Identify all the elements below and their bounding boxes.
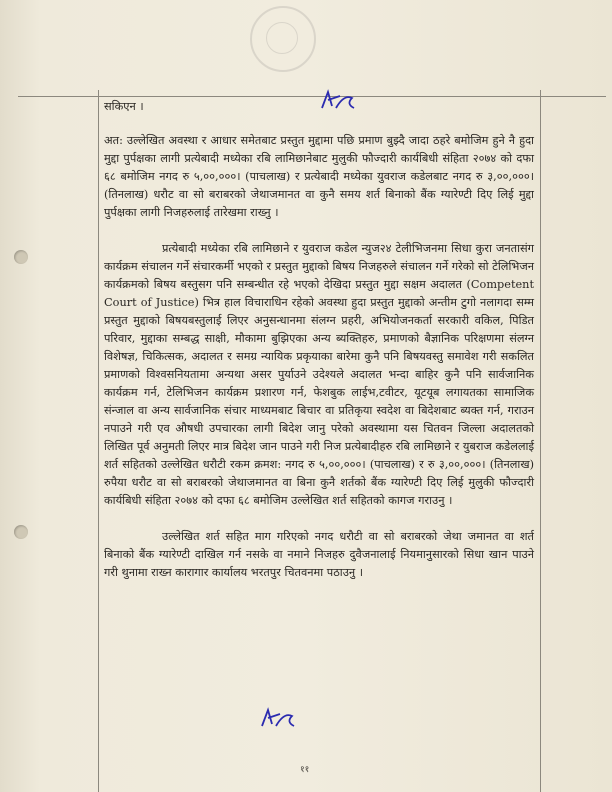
left-margin-rule [98,90,99,792]
handwritten-initial-icon [258,706,298,732]
lead-line: सकिएन । [104,100,144,113]
page-number: ११ [300,765,310,775]
document-body [104,96,534,582]
right-margin-rule [540,90,541,792]
paragraph-3: उल्लेखित शर्त सहित माग गरिएको नगद धरौटी वा सो बराबरको जेथा जमानत वा शर्त बिनाको बैंक ग्यारेण्टी दाखिल गर्न नसके वा नमाने निजहरु दुवैजनालाई नियमानुसारको सिधा खान पाउने गरी थुनामा राख्न कारागार कार्यालय भरतपुर चितवनमा पठाउनु । [104,530,534,579]
emblem-stamp-icon [250,6,316,72]
paragraph-1: अत: उल्लेखित अवस्था र आधार समेतबाट प्रस्तुत मुद्दामा पछि प्रमाण बुझ्दै जादा ठहरे बमोजिम हुने नै हुदा मुद्दा पुर्पक्षका लागी प्रत्येबादी मध्येका रबि लामिछानेबाट मुलुकी फौज्दारी कार्यबिधी संहिता २०७४ को दफा ६८ बमोजिम नगद रु ५,००,०००। (पाचलाख) र प्रत्येबादी मध्येका युवराज कडेलबाट नगद रु ३,००,०००। (तिनलाख) धरौट वा सो बराबरको जेथाजमानत वा कुनै समय शर्त बिनाको बैंक ग्यारेण्टी दिए लिई मुद्दा पुर्पक्षका लागी निजहरुलाई तारेखमा राख्नु । [104,134,534,219]
punch-hole-icon [14,250,28,264]
paragraph-2: प्रत्येबादी मध्येका रबि लामिछाने र युवराज कडेल न्युज२४ टेलीभिजनमा सिधा कुरा जनतासंग कार्यक्रम संचालन गर्ने संचारकर्मी भएको र प्रस्तुत मुद्दाको बिषय निजहरुले संचालन गर्ने गरेको सो टेलिभिजन कार्यक्रमको बिषय बस्तुसग पनि सम्बन्धीत रहे भएको देखिदा प्रस्तुत मुद्दा सक्षम अदालत (Competent Court of Justice) भित्र हाल विचाराधिन रहेको अवस्था हुदा प्रस्तुत मुद्दाको अन्तीम टुगो नलागदा सम्म प्रस्तुत मुद्दाको बिषयबस्तुलाई लिएर अनुसन्धानमा संलग्न प्रहरी, अभियोजनकर्ता सरकारी वकिल, पिडित परिवार, मुद्दाका सम्बद्ध साक्षी, मौकामा बुझिएका अन्य ब्यक्तिहरु, प्रमाणको बैज्ञानिक परिक्षणमा संलग्न विशेषज्ञ, चिकित्सक, अदालत र समग्र न्यायिक प्रकृयाका बारेमा कुनै पनि बिषयवस्तु समावेश गरी सकलित प्रमाणको विश्वसनियतामा अन्यथा असर पुर्याउने उदेश्यले अदालत भन्दा बाहिर कुनै पनि सार्वजानिक कार्यक्रम गर्न, टेलिभिजन कार्यक्रम प्रशारण गर्न, फेशबुक लाईभ,टवीटर, यूटयूब लगायतका सामाजिक संन्जाल वा अन्य सार्वजानिक संचार माध्यमबाट बिचार वा प्रतिकृया स्वदेश वा बिदेशबाट ब्यक्त गर्न, गराउन नपाउने गरी एव औषधी उपचारका लागी बिदेश जानु परेको अवस्थामा यस चितवन जिल्ला अदालतको लिखित पूर्व अनुमती लिएर मात्र बिदेश जान पाउने गरी निज प्रत्येबादीहरु रबि लामिछाने र युबराज कडेललाई शर्त सहितको उल्लेखित धरौटी रकम क्रमश: नगद रु ५,००,०००। (पाचलाख) र रु ३,००,०००। (तिनलाख) रुपैया धरौट वा सो बराबरको जेथाजमानत वा बिना कुनै शर्तको बैंक ग्यारेण्टी दिए लिई मुलुकी फौज्दारी कार्यबिधी संहिता २०७४ को दफा ६८ बमोजिम उल्लेखित शर्त सहितको कागज गराउनु । [104,242,534,507]
punch-hole-icon [14,525,28,539]
